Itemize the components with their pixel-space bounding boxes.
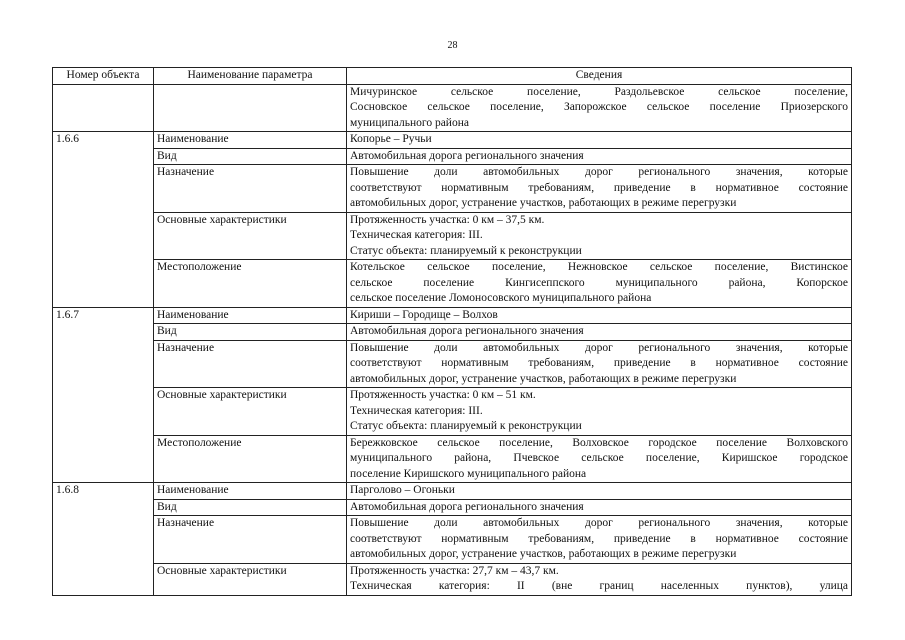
details-line: автомобильных дорог, устранение участков, работающих в режиме перегрузки <box>350 548 737 560</box>
details-line: соответствуют нормативным требованиям, приведение в нормативное состояние <box>350 357 848 369</box>
details-cell <box>347 324 852 341</box>
header-object-number: Номер объекта <box>53 68 154 85</box>
table-row-continuation <box>53 84 852 132</box>
parameter-cell: Наименование <box>154 307 347 324</box>
details-cell <box>347 388 852 436</box>
details-line: Повышение доли автомобильных дорог регионального значения, которые <box>350 517 848 529</box>
parameter-cell: Наименование <box>154 132 347 149</box>
details-line: Котельское сельское поселение, Нежновское сельское поселение, Вистинское <box>350 261 848 273</box>
page-number: 28 <box>447 40 458 51</box>
table-header-row <box>53 68 852 85</box>
details-line: муниципального района, Пчевское сельское поселение, Киришское городское <box>350 452 848 464</box>
table-row <box>53 516 852 564</box>
details-cell <box>347 340 852 388</box>
table-row <box>53 132 852 149</box>
parameter-cell: Местоположение <box>154 260 347 308</box>
parameter-cell: Основные характеристики <box>154 212 347 260</box>
details-line: Автомобильная дорога регионального значения <box>350 325 584 337</box>
parameter-cell: Основные характеристики <box>154 563 347 595</box>
parameter-cell: Вид <box>154 499 347 516</box>
parameter-cell: Основные характеристики <box>154 388 347 436</box>
details-cell <box>347 84 852 132</box>
table-row <box>53 388 852 436</box>
parameter-cell: Назначение <box>154 165 347 213</box>
object-number-cell: 1.6.6 <box>53 132 154 308</box>
parameter-cell: Местоположение <box>154 435 347 483</box>
details-cell <box>347 148 852 165</box>
details-line: Автомобильная дорога регионального значения <box>350 500 584 513</box>
details-line: Статус объекта: планируемый к реконструкции <box>350 420 582 432</box>
details-line: Автомобильная дорога регионального значения <box>350 149 584 162</box>
details-line: Протяженность участка: 27,7 км – 43,7 км. <box>350 564 559 577</box>
details-line: Сосновское сельское поселение, Запорожское сельское поселение Приозерского <box>350 101 848 113</box>
parameter-cell: Наименование <box>154 483 347 500</box>
parameter-cell <box>154 84 347 132</box>
table-row <box>53 483 852 500</box>
table-row <box>53 340 852 388</box>
details-line: автомобильных дорог, устранение участков, работающих в режиме перегрузки <box>350 197 737 209</box>
details-cell <box>347 307 852 324</box>
details-line: Статус объекта: планируемый к реконструкции <box>350 244 582 257</box>
table-row <box>53 324 852 341</box>
details-line: соответствуют нормативным требованиям, приведение в нормативное состояние <box>350 181 848 194</box>
details-line: Протяженность участка: 0 км – 51 км. <box>350 389 536 401</box>
details-line: сельское поселение Кингисеппского муниципального района, Копорское <box>350 276 848 289</box>
details-cell <box>347 132 852 149</box>
parameter-cell: Назначение <box>154 516 347 564</box>
details-line: сельское поселение Ломоносовского муниципального района <box>350 292 652 304</box>
details-cell <box>347 260 852 308</box>
details-line: Парголово – Огоньки <box>350 484 455 496</box>
details-cell <box>347 563 852 595</box>
header-details: Сведения <box>347 68 852 85</box>
details-line: автомобильных дорог, устранение участков, работающих в режиме перегрузки <box>350 372 737 385</box>
details-line: Мичуринское сельское поселение, Раздольевское сельское поселение, <box>350 85 848 98</box>
details-cell <box>347 516 852 564</box>
details-line: Кириши – Городище – Волхов <box>350 308 498 321</box>
header-parameter-name: Наименование параметра <box>154 68 347 85</box>
table-row <box>53 563 852 595</box>
objects-table <box>52 67 852 596</box>
table-row <box>53 148 852 165</box>
details-line: поселение Киришского муниципального района <box>350 467 587 480</box>
table-row <box>53 165 852 213</box>
details-line: Техническая категория: III. <box>350 229 483 241</box>
details-line: муниципального района <box>350 116 469 129</box>
details-cell <box>347 165 852 213</box>
parameter-cell: Вид <box>154 324 347 341</box>
table-row <box>53 307 852 324</box>
object-number-cell: 1.6.7 <box>53 307 154 483</box>
table-row <box>53 260 852 308</box>
details-line: Бережковское сельское поселение, Волховское городское поселение Волховского <box>350 436 848 449</box>
details-line: Техническая категория: III. <box>350 404 483 417</box>
parameter-cell: Вид <box>154 148 347 165</box>
table-row <box>53 499 852 516</box>
details-line: Копорье – Ручьи <box>350 133 432 145</box>
details-cell <box>347 499 852 516</box>
table-body <box>53 84 852 595</box>
details-line: соответствуют нормативным требованиям, приведение в нормативное состояние <box>350 532 848 545</box>
details-line: Техническая категория: II (вне границ населенных пунктов), улица <box>350 580 848 592</box>
table-row <box>53 212 852 260</box>
details-line: Повышение доли автомобильных дорог регионального значения, которые <box>350 341 848 354</box>
details-line: Протяженность участка: 0 км – 37,5 км. <box>350 213 545 226</box>
details-cell <box>347 212 852 260</box>
details-cell <box>347 483 852 500</box>
object-number-cell <box>53 84 154 132</box>
object-number-cell: 1.6.8 <box>53 483 154 596</box>
parameter-cell: Назначение <box>154 340 347 388</box>
details-cell <box>347 435 852 483</box>
details-line: Повышение доли автомобильных дорог регионального значения, которые <box>350 166 848 178</box>
table-row <box>53 435 852 483</box>
